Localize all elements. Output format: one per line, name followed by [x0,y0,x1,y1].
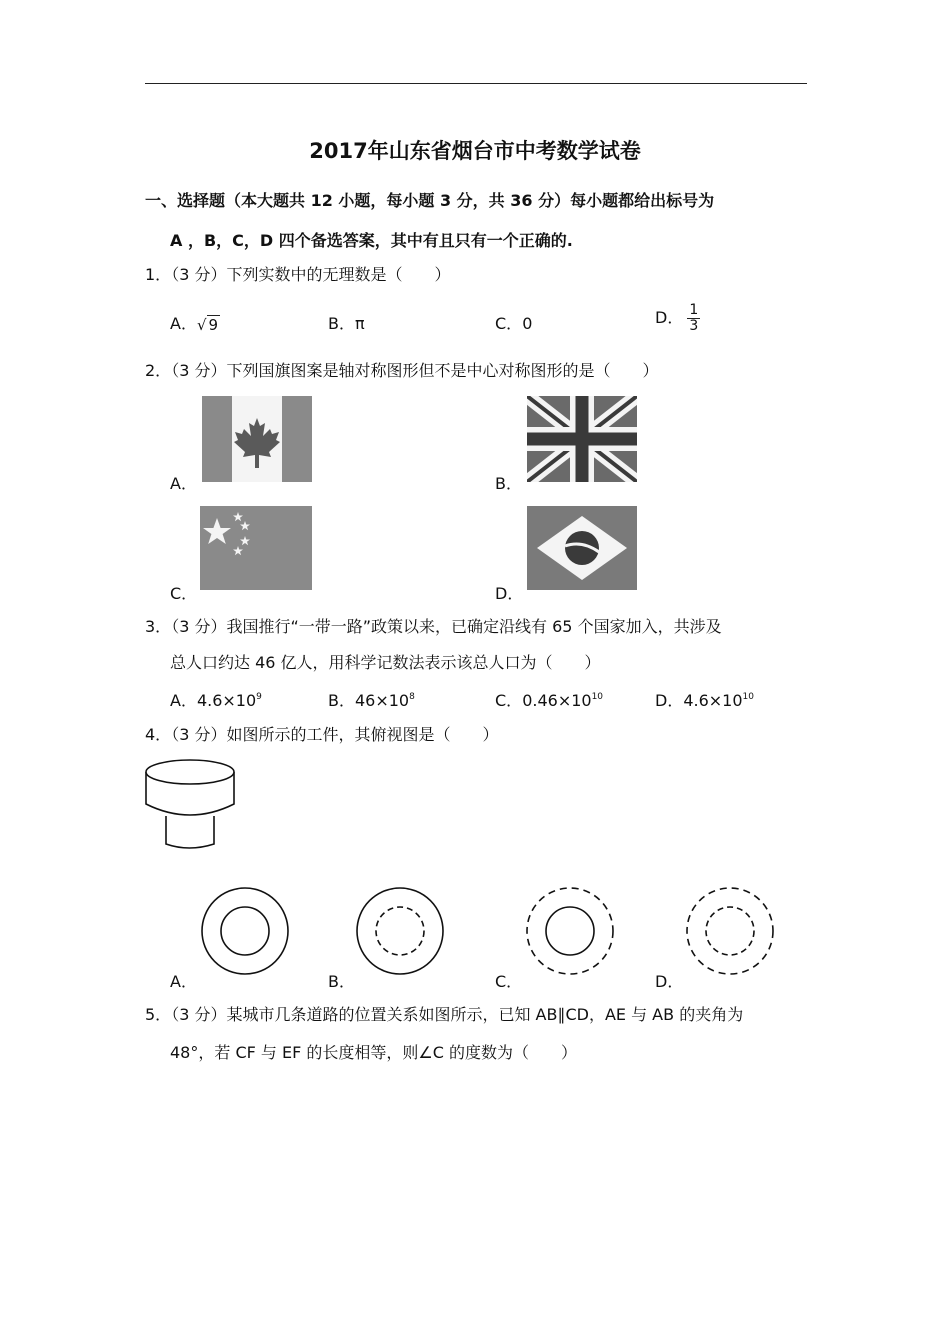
top-view-option-b-icon [355,886,445,976]
option-label: B． [328,314,355,333]
exponent: 10 [591,692,604,702]
option-label: C． [495,314,523,333]
section-heading: 一、选择题（本大题共 12 小题，每小题 3 分，共 36 分）每小题都给出标号为 [145,191,715,210]
question-3 [145,614,722,637]
canada-flag-icon [202,396,312,482]
q4-option-a-label: A． [170,972,197,991]
question-text: （3 分）如图所示的工件，其俯视图是（ ） [171,725,499,744]
question-5-cont: 48°，若 CF 与 EF 的长度相等，则∠C 的度数为（ ） [170,1043,577,1062]
q1-option-c [495,311,532,334]
q2-option-c-label: C． [170,584,198,603]
q1-option-d [655,303,700,334]
radical-sign: √ [196,315,207,334]
option-base: 0.46×10 [522,691,592,710]
paper-title: 2017年山东省烟台市中考数学试卷 [309,139,641,163]
q4-option-b-label: B． [328,972,355,991]
brazil-flag-icon [527,506,637,590]
exponent: 8 [409,692,415,702]
fraction [687,303,700,334]
china-flag-icon [200,506,312,590]
option-label: C． [495,691,523,710]
denominator: 3 [689,318,699,334]
uk-flag-icon [527,396,637,482]
section-heading-cont: A ，B，C，D 四个备选答案，其中有且只有一个正确的. [170,231,573,250]
question-text: （3 分）我国推行“一带一路”政策以来，已确定沿线有 65 个国家加入，共涉及 [171,617,722,636]
option-base: 4.6×10 [196,691,257,710]
option-label: A． [170,314,197,333]
exponent: 9 [256,692,262,702]
option-label: A． [170,691,197,710]
q2-option-d-label: D． [495,584,524,603]
question-text: （3 分）某城市几条道路的位置关系如图所示，已知 AB∥CD，AE 与 AB 的夹角为 [171,1005,744,1024]
exponent: 10 [742,692,754,702]
q3-option-d [655,688,754,711]
question-2 [145,358,658,381]
question-4 [145,722,498,745]
q4-option-c-label: C． [495,972,523,991]
q1-option-a [170,311,220,334]
q3-option-c [495,688,603,711]
q3-option-a [170,688,262,711]
option-value: 0 [522,314,533,333]
top-view-option-d-icon [685,886,775,976]
top-view-option-c-icon [525,886,615,976]
question-number: 3． [145,617,172,636]
q1-option-b [328,311,365,334]
top-view-option-a-icon [200,886,290,976]
question-number: 5． [145,1005,172,1024]
top-rule [145,83,807,84]
q4-option-d-label: D． [655,972,684,991]
question-number: 2． [145,361,172,380]
question-number: 1． [145,265,172,284]
q2-option-a-label: A． [170,474,197,493]
q2-option-b-label: B． [495,474,522,493]
workpiece-figure [144,756,236,854]
q3-option-b [328,688,415,711]
option-label: D． [655,691,684,710]
question-text: （3 分）下列国旗图案是轴对称图形但不是中心对称图形的是（ ） [171,361,659,380]
question-text: （3 分）下列实数中的无理数是（ ） [171,265,451,284]
question-3-cont: 总人口约达 46 亿人，用科学记数法表示该总人口为（ ） [170,653,601,672]
question-5 [145,1002,743,1025]
option-label: D． [655,308,684,327]
numerator: 1 [689,302,699,318]
sqrt-expression [197,316,220,334]
question-1 [145,262,450,285]
option-base: 4.6×10 [683,691,743,710]
radicand: 9 [208,315,219,334]
question-number: 4． [145,725,172,744]
option-base: 46×10 [354,691,410,710]
option-value: π [354,314,365,333]
option-label: B． [328,691,355,710]
